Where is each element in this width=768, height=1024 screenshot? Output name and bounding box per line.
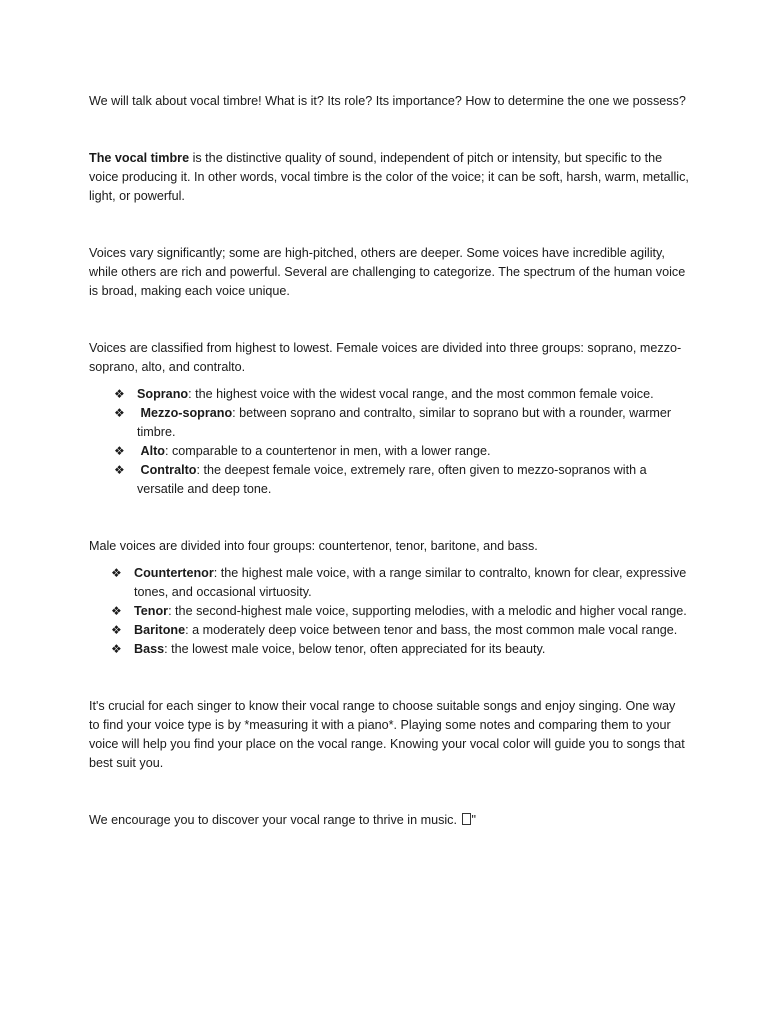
list-item xyxy=(89,442,689,461)
voice-description: : the highest voice with the widest vocal range, and the most common female voice. xyxy=(188,387,654,401)
list-item xyxy=(89,602,689,621)
diamond-bullet-icon: ❖ xyxy=(111,623,122,637)
closing-text: We encourage you to discover your vocal range to thrive in music. xyxy=(89,813,461,827)
voice-name: Contralto xyxy=(140,463,197,477)
list-item xyxy=(89,621,689,640)
male-intro-paragraph: Male voices are divided into four groups: countertenor, tenor, baritone, and bass. xyxy=(89,539,538,553)
intro-paragraph: We will talk about vocal timbre! What is it? Its role? Its importance? How to determine the one we possess? xyxy=(89,94,686,108)
voice-description: : the deepest female voice, extremely rare, often given to mezzo-sopranos with a versatile and deep tone. xyxy=(137,463,647,496)
voice-name: Mezzo-soprano xyxy=(140,406,233,420)
male-voices-list xyxy=(89,564,689,659)
voice-name: Alto xyxy=(140,444,165,458)
diamond-bullet-icon: ❖ xyxy=(111,642,122,656)
voice-description: : a moderately deep voice between tenor and bass, the most common male vocal range. xyxy=(185,623,678,637)
closing-paragraph xyxy=(89,811,689,830)
voice-description: : between soprano and contralto, similar to soprano but with a rounder, warmer timbre. xyxy=(137,406,672,439)
diamond-bullet-icon: ❖ xyxy=(114,406,125,420)
diamond-bullet-icon: ❖ xyxy=(111,566,122,580)
diamond-bullet-icon: ❖ xyxy=(111,604,122,618)
definition-text: is the distinctive quality of sound, independent of pitch or intensity, but specific to the voice producing it. In other words, vocal timbre is the color of the voice; it can be soft, harsh, warm, metallic, light, or powerful. xyxy=(89,151,689,203)
definition-paragraph xyxy=(89,149,689,206)
voice-description: : the highest male voice, with a range similar to contralto, known for clear, expressive tones, and occasional virtuosity. xyxy=(134,566,687,599)
diamond-bullet-icon: ❖ xyxy=(114,387,125,401)
voice-name: Bass xyxy=(134,642,165,656)
document-page xyxy=(89,92,689,830)
classification-paragraph: Voices are classified from highest to lowest. Female voices are divided into three groups: soprano, mezzo-soprano, alto, and contralto. xyxy=(89,341,682,374)
female-voices-list xyxy=(89,385,689,499)
voice-name: Tenor xyxy=(134,604,169,618)
voice-name: Countertenor xyxy=(134,566,214,580)
list-item xyxy=(89,404,689,442)
variety-paragraph: Voices vary significantly; some are high-pitched, others are deeper. Some voices have incredible agility, while others are rich and powerful. Several are challenging to categorize. The spectrum of the human voice is broad, making each voice unique. xyxy=(89,246,686,298)
voice-name: Soprano xyxy=(137,387,189,401)
voice-description: : comparable to a countertenor in men, with a lower range. xyxy=(164,444,491,458)
list-item xyxy=(89,640,689,659)
diamond-bullet-icon: ❖ xyxy=(114,444,125,458)
list-item xyxy=(89,564,689,602)
definition-term: The vocal timbre xyxy=(89,151,190,165)
list-item xyxy=(89,461,689,499)
diamond-bullet-icon: ❖ xyxy=(114,463,125,477)
crucial-paragraph: It's crucial for each singer to know their vocal range to choose suitable songs and enjoy singing. One way to find your voice type is by *measuring it with a piano*. Playing some notes and comparing them to your voice will help you find your place on the vocal range. Knowing your vocal color will guide you to songs that best suit you. xyxy=(89,699,685,770)
closing-quote: " xyxy=(471,813,476,827)
voice-name: Baritone xyxy=(134,623,186,637)
voice-description: : the second-highest male voice, supporting melodies, with a melodic and higher vocal range. xyxy=(168,604,687,618)
list-item xyxy=(89,385,689,404)
voice-description: : the lowest male voice, below tenor, often appreciated for its beauty. xyxy=(164,642,546,656)
